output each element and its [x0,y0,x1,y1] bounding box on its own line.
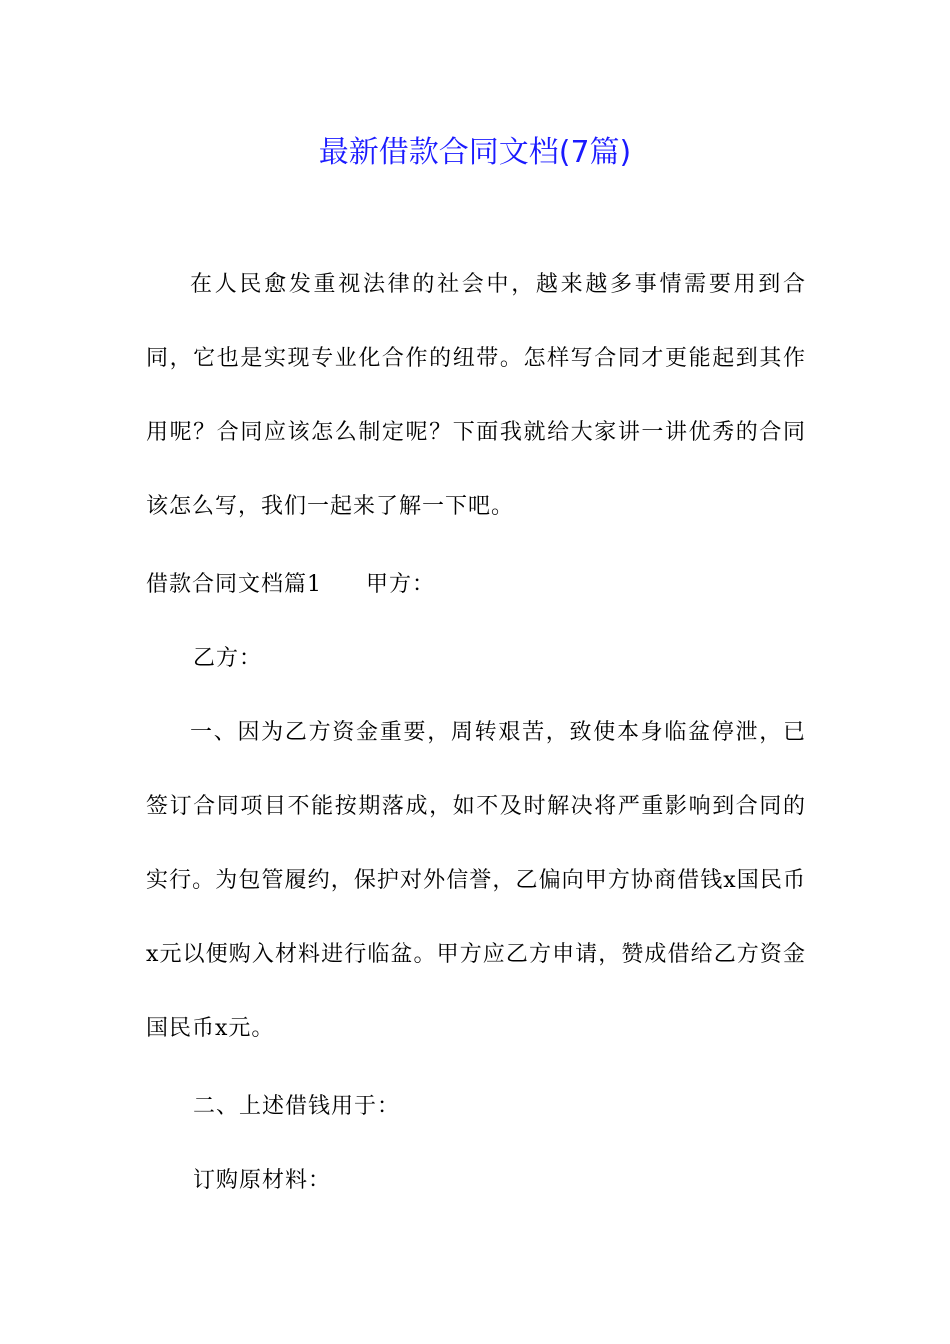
document-title: 最新借款合同文档(7篇) [318,135,632,170]
section-heading: 借款合同文档篇1 [146,572,322,597]
intro-paragraph [146,248,806,544]
intro-text: 在人民愈发重视法律的社会中，越来越多事情需要用到合同，它也是实现专业化合作的纽带。怎样写合同才更能起到其作用呢？合同应该怎么制定呢？下面我就给大家讲一讲优秀的合同该怎么写，我们一起来了解一下吧。 [146,272,806,519]
party-a-label: 甲方： [366,572,436,597]
clause-1-paragraph [146,696,806,1066]
clause-2-text: 二、上述借钱用于： [193,1094,401,1119]
clause-2-item: 订购原材料： [193,1168,332,1193]
party-b-label: 乙方： [193,646,263,671]
clause-1-text: 一、因为乙方资金重要，周转艰苦，致使本身临盆停泄，已签订合同项目不能按期落成，如不及时解决将严重影响到合同的实行。为包管履约，保护对外信誉，乙偏向甲方协商借钱x国民币x元以便购入材料进行临盆。甲方应乙方申请，赞成借给乙方资金国民币x元。 [146,720,806,1041]
section-heading-line [146,548,435,622]
